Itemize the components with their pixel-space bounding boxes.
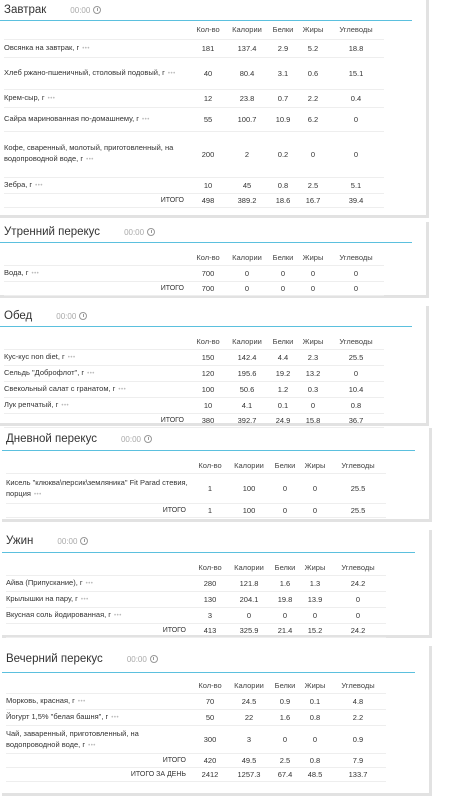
meal-time[interactable]: 00:00 (124, 228, 155, 237)
header-fat: Жиры (300, 559, 330, 576)
more-options-icon[interactable]: ••• (47, 95, 56, 102)
total-label: ИТОГО (6, 754, 192, 768)
meal-table (4, 249, 384, 296)
meal-time[interactable]: 00:00 (57, 537, 88, 546)
meal-title: Утренний перекус (4, 226, 101, 238)
meal-header (2, 530, 415, 553)
meal-header (2, 428, 415, 451)
day-total-row: ИТОГО ЗА ДЕНЬ 2412 1257.3 67.4 48.5 133.7 (6, 768, 386, 782)
meal-title: Дневной перекус (6, 433, 97, 445)
more-options-icon[interactable]: ••• (86, 157, 94, 163)
table-row: Йогурт 1,5% "белая башня", г ••• 50 22 1.6 0.8 2.2 (6, 710, 386, 726)
total-row: ИТОГО 700 0 0 0 0 (4, 282, 384, 296)
meal-table (6, 559, 386, 638)
table-row: Айва (Припускание), г ••• 280 121.8 1.6 1.3 24.2 (6, 576, 386, 592)
table-row: Овсянка на завтрак, г ••• 181 137.4 2.9 5.2 18.8 (4, 39, 384, 57)
header-qty: Кол-во (190, 21, 226, 39)
table-row: Лук репчатый, г ••• 10 4.1 0.1 0 0.8 (4, 398, 384, 414)
header-calories: Калории (228, 457, 270, 474)
header-carbs: Углеводы (330, 457, 386, 474)
more-options-icon[interactable]: ••• (85, 581, 94, 587)
header-qty: Кол-во (190, 249, 226, 266)
meal-table (6, 457, 386, 518)
food-name[interactable]: Кус-кус non diet, г (4, 352, 65, 361)
more-options-icon[interactable]: ••• (82, 45, 90, 52)
meal-title: Вечерний перекус (6, 653, 103, 665)
more-options-icon[interactable]: ••• (87, 371, 95, 377)
clock-icon[interactable] (144, 435, 152, 443)
meal-afternoon-snack (2, 428, 432, 522)
meal-morning-snack (0, 222, 429, 298)
meal-lunch (0, 306, 429, 426)
meal-header (0, 0, 412, 21)
clock-icon[interactable] (79, 312, 87, 320)
more-options-icon[interactable]: ••• (142, 116, 150, 123)
header-calories: Калории (226, 333, 268, 350)
header-protein: Белки (268, 21, 298, 39)
food-name[interactable]: Кофе, сваренный, молотый, приготовленный, на водопроводной воде, г (4, 143, 174, 163)
header-fat: Жиры (300, 457, 330, 474)
header-fat: Жиры (298, 249, 328, 266)
header-protein: Белки (270, 457, 300, 474)
clock-icon[interactable] (147, 228, 155, 236)
food-name[interactable]: Свекольный салат с гранатом, г (4, 384, 116, 393)
header-calories: Калории (228, 677, 270, 694)
table-row: Сайра маринованная по-домашнему, г ••• 55 100.7 10.9 6.2 0 (4, 107, 384, 131)
total-label: ИТОГО (4, 414, 190, 428)
food-name[interactable]: Кисель "клюква\персик\земляника" Fit Parad стевия, порция (6, 477, 188, 498)
meal-title: Обед (4, 310, 33, 322)
clock-icon[interactable] (150, 655, 158, 663)
meal-header (0, 306, 412, 327)
total-label: ИТОГО (6, 504, 192, 518)
meal-dinner (2, 530, 432, 638)
header-calories: Калории (226, 21, 268, 39)
more-options-icon[interactable]: ••• (114, 613, 122, 619)
header-fat: Жиры (298, 21, 328, 39)
header-fat: Жиры (300, 677, 330, 694)
food-name[interactable]: Вкусная соль йодированная, г (6, 610, 112, 619)
total-row: ИТОГО 1 100 0 0 25.5 (6, 504, 386, 518)
meal-evening-snack (2, 646, 432, 796)
meal-time[interactable]: 00:00 (121, 435, 152, 444)
meal-title: Ужин (6, 535, 34, 547)
more-options-icon[interactable]: ••• (80, 597, 89, 603)
meal-header (0, 222, 412, 243)
meal-time[interactable]: 00:00 (70, 6, 101, 15)
food-name[interactable]: Сельдь "Доброфлот", г (4, 368, 85, 377)
meal-header (2, 646, 415, 673)
food-name[interactable]: Сайра маринованная по-домашнему, г (4, 113, 140, 123)
header-carbs: Углеводы (328, 21, 384, 39)
table-row: Зебра, г ••• 10 45 0.8 2.5 5.1 (4, 177, 384, 193)
food-name[interactable]: Морковь, красная, г (6, 696, 75, 705)
total-row: ИТОГО 498 389.2 18.6 16.7 39.4 (4, 193, 384, 207)
more-options-icon[interactable]: ••• (118, 387, 127, 393)
total-label: ИТОГО (4, 282, 190, 296)
table-row: Морковь, красная, г ••• 70 24.5 0.9 0.1 4.8 (6, 694, 386, 710)
meal-time[interactable]: 00:00 (56, 312, 87, 321)
more-options-icon[interactable]: ••• (167, 70, 176, 77)
table-row: Вода, г ••• 700 0 0 0 0 (4, 266, 384, 282)
meal-title: Завтрак (4, 4, 47, 16)
table-row: Вкусная соль йодированная, г ••• 3 0 0 0 0 (6, 608, 386, 624)
total-label: ИТОГО (6, 624, 192, 638)
total-row: ИТОГО 420 49.5 2.5 0.8 7.9 (6, 754, 386, 768)
table-row: Хлеб ржано-пшеничный, столовый подовый, г ••• 40 80.4 3.1 0.6 15.1 (4, 57, 384, 89)
food-name[interactable]: Лук репчатый, г (4, 400, 59, 409)
food-name[interactable]: Овсянка на завтрак, г (4, 42, 80, 52)
meal-time[interactable]: 00:00 (127, 655, 158, 664)
table-row: Кус-кус non diet, г ••• 150 142.4 4.4 2.3 25.5 (4, 350, 384, 366)
header-carbs: Углеводы (330, 559, 386, 576)
total-label: ИТОГО (4, 193, 190, 207)
clock-icon[interactable] (93, 6, 101, 14)
more-options-icon[interactable]: ••• (88, 742, 96, 749)
header-protein: Белки (270, 559, 300, 576)
total-row: ИТОГО 413 325.9 21.4 15.2 24.2 (6, 624, 386, 638)
more-options-icon[interactable]: ••• (77, 699, 86, 705)
header-carbs: Углеводы (328, 333, 384, 350)
header-carbs: Углеводы (328, 249, 384, 266)
table-row: Свекольный салат с гранатом, г ••• 100 50.6 1.2 0.3 10.4 (4, 382, 384, 398)
food-name[interactable]: Айва (Припускание), г (6, 578, 83, 587)
food-name[interactable]: Хлеб ржано-пшеничный, столовый подовый, г (4, 67, 165, 77)
clock-icon[interactable] (80, 537, 88, 545)
food-name[interactable]: Йогурт 1,5% "белая башня", г (6, 712, 109, 721)
more-options-icon[interactable]: ••• (61, 403, 70, 409)
meal-table (4, 333, 384, 428)
header-carbs: Углеводы (330, 677, 386, 694)
table-row: Чай, заваренный, приготовленный, на водопроводной воде, г ••• 300 3 0 0 0.9 (6, 726, 386, 754)
more-options-icon[interactable]: ••• (31, 271, 40, 277)
header-qty: Кол-во (192, 457, 228, 474)
header-qty: Кол-во (192, 559, 228, 576)
table-row: Кисель "клюква\персик\земляника" Fit Parad стевия, порция ••• 1 100 0 0 25.5 (6, 474, 386, 504)
food-name[interactable]: Крем-сыр, г (4, 92, 45, 102)
meal-breakfast (0, 0, 429, 218)
table-row: Крем-сыр, г ••• 12 23.8 0.7 2.2 0.4 (4, 89, 384, 107)
day-total-label: ИТОГО ЗА ДЕНЬ (6, 768, 192, 782)
header-protein: Белки (270, 677, 300, 694)
table-row: Крылышки на пару, г ••• 130 204.1 19.8 13.9 0 (6, 592, 386, 608)
header-calories: Калории (228, 559, 270, 576)
more-options-icon[interactable]: ••• (35, 182, 43, 189)
meal-table (4, 21, 384, 208)
food-name[interactable]: Вода, г (4, 268, 29, 277)
header-qty: Кол-во (190, 333, 226, 350)
header-qty: Кол-во (192, 677, 228, 694)
food-name[interactable]: Крылышки на пару, г (6, 594, 78, 603)
more-options-icon[interactable]: ••• (111, 715, 120, 721)
meal-table (6, 677, 386, 782)
more-options-icon[interactable]: ••• (67, 355, 76, 361)
table-row: Сельдь "Доброфлот", г ••• 120 195.6 19.2 13.2 0 (4, 366, 384, 382)
total-row: ИТОГО 380 392.7 24.9 15.8 36.7 (4, 414, 384, 428)
header-fat: Жиры (298, 333, 328, 350)
table-row: Кофе, сваренный, молотый, приготовленный, на водопроводной воде, г ••• 200 2 0.2 0 0 (4, 131, 384, 177)
more-options-icon[interactable]: ••• (33, 491, 42, 498)
header-protein: Белки (268, 333, 298, 350)
food-name[interactable]: Зебра, г (4, 179, 33, 189)
food-name[interactable]: Чай, заваренный, приготовленный, на водопроводной воде, г (6, 728, 139, 749)
header-calories: Калории (226, 249, 268, 266)
header-protein: Белки (268, 249, 298, 266)
